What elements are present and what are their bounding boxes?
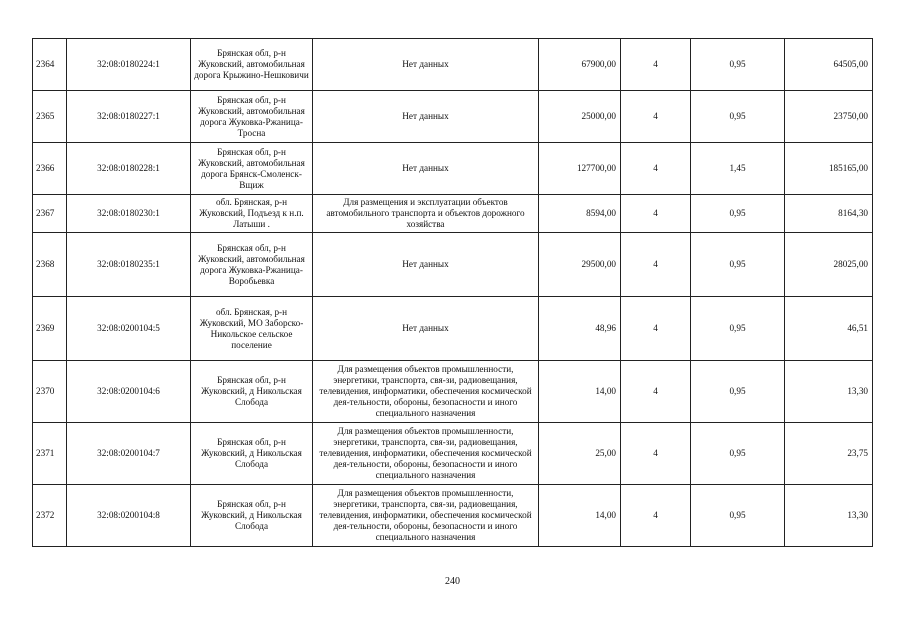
permitted-use-cell: Для размещения объектов промышленности, энергетики, транспорта, свя-зи, радиовещания, телевидения, информатики, обеспечения космической дея-тельности, обороны, безопасности и иного специального назначения [313, 423, 539, 485]
cadastral-number-cell: 32:08:0200104:5 [67, 297, 191, 361]
address-cell: обл. Брянская, р-н Жуковский, МО Заборско-Никольское сельское поселение [191, 297, 313, 361]
address-cell: обл. Брянская, р-н Жуковский, Подъезд к н.п. Латыши . [191, 195, 313, 233]
row-number-cell: 2370 [33, 361, 67, 423]
result-cell: 13,30 [785, 361, 873, 423]
k-factor-cell: 0,95 [691, 91, 785, 143]
permitted-use-cell: Для размещения объектов промышленности, энергетики, транспорта, свя-зи, радиовещания, телевидения, информатики, обеспечения космической дея-тельности, обороны, безопасности и иного специального назначения [313, 361, 539, 423]
table-row [33, 143, 873, 195]
coefficient-column-cell: 4 [621, 143, 691, 195]
k-factor-cell: 0,95 [691, 195, 785, 233]
permitted-use-cell: Нет данных [313, 91, 539, 143]
row-number-cell: 2364 [33, 39, 67, 91]
value-cell: 25,00 [539, 423, 621, 485]
table-row [33, 361, 873, 423]
page-number: 240 [445, 576, 460, 587]
coefficient-column-cell: 4 [621, 233, 691, 297]
value-cell: 25000,00 [539, 91, 621, 143]
value-cell: 127700,00 [539, 143, 621, 195]
permitted-use-cell: Нет данных [313, 233, 539, 297]
table-row [33, 485, 873, 547]
cadastral-number-cell: 32:08:0180224:1 [67, 39, 191, 91]
result-cell: 46,51 [785, 297, 873, 361]
coefficient-column-cell: 4 [621, 361, 691, 423]
result-cell: 13,30 [785, 485, 873, 547]
coefficient-column-cell: 4 [621, 39, 691, 91]
cadastral-number-cell: 32:08:0180227:1 [67, 91, 191, 143]
cadastral-number-cell: 32:08:0200104:6 [67, 361, 191, 423]
k-factor-cell: 1,45 [691, 143, 785, 195]
table-row [33, 39, 873, 91]
coefficient-column-cell: 4 [621, 195, 691, 233]
address-cell: Брянская обл, р-н Жуковский, автомобильная дорога Крыжино-Нешковичи [191, 39, 313, 91]
table-row [33, 423, 873, 485]
table-row [33, 297, 873, 361]
address-cell: Брянская обл, р-н Жуковский, д Никольская Слобода [191, 423, 313, 485]
address-cell: Брянская обл, р-н Жуковский, автомобильная дорога Жуковка-Ржаница-Тросна [191, 91, 313, 143]
row-number-cell: 2372 [33, 485, 67, 547]
k-factor-cell: 0,95 [691, 485, 785, 547]
k-factor-cell: 0,95 [691, 39, 785, 91]
permitted-use-cell: Нет данных [313, 297, 539, 361]
table-body [33, 39, 873, 547]
value-cell: 67900,00 [539, 39, 621, 91]
permitted-use-cell: Для размещения объектов промышленности, энергетики, транспорта, свя-зи, радиовещания, телевидения, информатики, обеспечения космической дея-тельности, обороны, безопасности и иного специального назначения [313, 485, 539, 547]
k-factor-cell: 0,95 [691, 233, 785, 297]
cadastral-number-cell: 32:08:0180228:1 [67, 143, 191, 195]
address-cell: Брянская обл, р-н Жуковский, автомобильная дорога Жуковка-Ржаница-Воробьевка [191, 233, 313, 297]
value-cell: 48,96 [539, 297, 621, 361]
address-cell: Брянская обл, р-н Жуковский, д Никольская Слобода [191, 485, 313, 547]
value-cell: 29500,00 [539, 233, 621, 297]
table-row [33, 91, 873, 143]
k-factor-cell: 0,95 [691, 297, 785, 361]
cadastral-number-cell: 32:08:0180235:1 [67, 233, 191, 297]
permitted-use-cell: Нет данных [313, 143, 539, 195]
coefficient-column-cell: 4 [621, 297, 691, 361]
row-number-cell: 2369 [33, 297, 67, 361]
row-number-cell: 2368 [33, 233, 67, 297]
value-cell: 8594,00 [539, 195, 621, 233]
value-cell: 14,00 [539, 485, 621, 547]
permitted-use-cell: Нет данных [313, 39, 539, 91]
result-cell: 23750,00 [785, 91, 873, 143]
row-number-cell: 2366 [33, 143, 67, 195]
coefficient-column-cell: 4 [621, 423, 691, 485]
result-cell: 185165,00 [785, 143, 873, 195]
permitted-use-cell: Для размещения и эксплуатации объектов автомобильного транспорта и объектов дорожного хозяйства [313, 195, 539, 233]
value-cell: 14,00 [539, 361, 621, 423]
row-number-cell: 2371 [33, 423, 67, 485]
table-row [33, 195, 873, 233]
cadastral-number-cell: 32:08:0200104:8 [67, 485, 191, 547]
k-factor-cell: 0,95 [691, 423, 785, 485]
cadastral-number-cell: 32:08:0200104:7 [67, 423, 191, 485]
address-cell: Брянская обл, р-н Жуковский, автомобильная дорога Брянск-Смоленск-Вщиж [191, 143, 313, 195]
land-plots-table [32, 38, 873, 547]
k-factor-cell: 0,95 [691, 361, 785, 423]
coefficient-column-cell: 4 [621, 91, 691, 143]
cadastral-number-cell: 32:08:0180230:1 [67, 195, 191, 233]
row-number-cell: 2367 [33, 195, 67, 233]
result-cell: 28025,00 [785, 233, 873, 297]
result-cell: 64505,00 [785, 39, 873, 91]
coefficient-column-cell: 4 [621, 485, 691, 547]
result-cell: 23,75 [785, 423, 873, 485]
address-cell: Брянская обл, р-н Жуковский, д Никольская Слобода [191, 361, 313, 423]
table-row [33, 233, 873, 297]
result-cell: 8164,30 [785, 195, 873, 233]
row-number-cell: 2365 [33, 91, 67, 143]
